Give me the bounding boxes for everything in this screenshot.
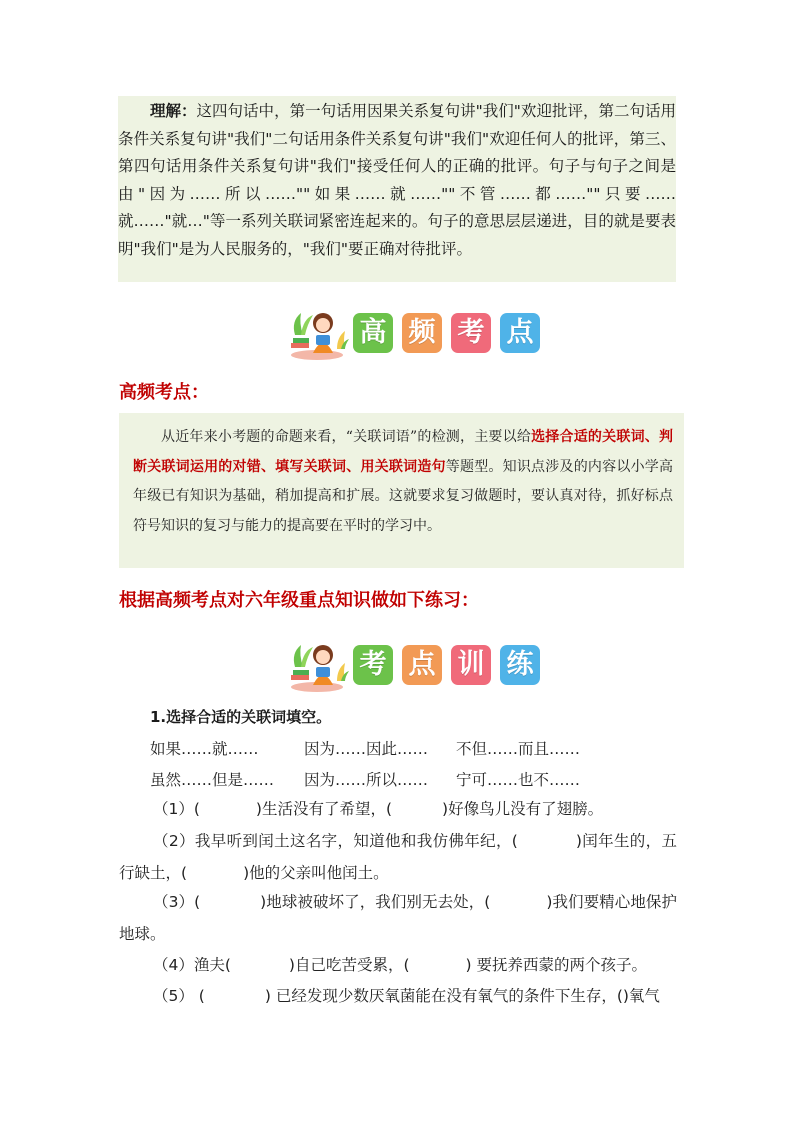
question-3: （3）( )地球被破坏了，我们别无去处，( )我们要精心地保护地球。 (119, 893, 677, 943)
exercise-title: 1.选择合适的关联词填空。 (150, 708, 332, 726)
frequent-points-paragraph (133, 423, 673, 541)
question-4: （4）渔夫( )自己吃苦受累，( ) 要抚养西蒙的两个孩子。 (153, 956, 648, 974)
reading-girl-icon (287, 305, 351, 361)
option: 宁可……也不…… (456, 771, 581, 789)
understanding-paragraph (118, 98, 676, 263)
question-2: （2）我早听到闰土这名字，知道他和我仿佛年纪，( )闰年生的，五行缺土，( )他的父亲叫他闰土。 (119, 832, 677, 882)
option: 不但……而且…… (456, 740, 581, 758)
frequent-text-2: 等题型。知识点涉及的内容以小学高年级已有知识为基础，稍加提高和扩展。这就要求复习做题时，要认真对待，抓好标点符号知识的复习与能力的提高要在平时的学习中。 (133, 458, 674, 534)
understanding-box (118, 96, 676, 282)
option: 如果……就…… (150, 740, 259, 758)
question-5: （5） ( ) 已经发现少数厌氧菌能在没有氧气的条件下生存，()氧气 (153, 987, 660, 1005)
banner1-tile-1: 高 (353, 313, 393, 353)
banner2-tile-4: 练 (500, 645, 540, 685)
option: 因为……所以…… (304, 771, 429, 789)
understanding-label: 理解： (150, 102, 197, 120)
option: 因为……因此…… (304, 740, 429, 758)
understanding-text: 这四句话中，第一句话用因果关系复句讲"我们"欢迎批评，第二句话用条件关系复句讲"我们"二句话用条件关系复句讲"我们"欢迎任何人的批评，第三、第四句话用条件关系复句讲"我们"接受任何人的正确的批评。句子与句子之间是由"因为……所以……""如果……就……""不管……都……""只要……就……"就…"等一系列关联词紧密连起来的。句子的意思层层递进，目的就是要表明"我们"是为人民服务的，"我们"要正确对待批评。 (118, 102, 676, 258)
practice-banner (287, 645, 542, 689)
banner1-tile-3: 考 (451, 313, 491, 353)
frequent-points-heading: 高频考点： (119, 382, 209, 403)
frequent-points-box (119, 413, 684, 568)
banner1-tile-4: 点 (500, 313, 540, 353)
banner2-tile-1: 考 (353, 645, 393, 685)
reading-girl-icon (287, 637, 351, 693)
banner1-tile-2: 频 (402, 313, 442, 353)
frequent-points-banner (287, 313, 542, 357)
question-1: （1）( )生活没有了希望，( )好像鸟儿没有了翅膀。 (153, 800, 604, 818)
frequent-highlight: 选择合适的关联词、判断关联词运用的对错、填写关联词、用关联词造句 (133, 429, 673, 475)
frequent-text-1: 从近年来小考题的命题来看，“关联词语”的检测，主要以给 (161, 429, 532, 445)
practice-heading: 根据高频考点对六年级重点知识做如下练习： (119, 590, 479, 611)
option: 虽然……但是…… (150, 771, 275, 789)
banner2-tile-2: 点 (402, 645, 442, 685)
banner2-tile-3: 训 (451, 645, 491, 685)
